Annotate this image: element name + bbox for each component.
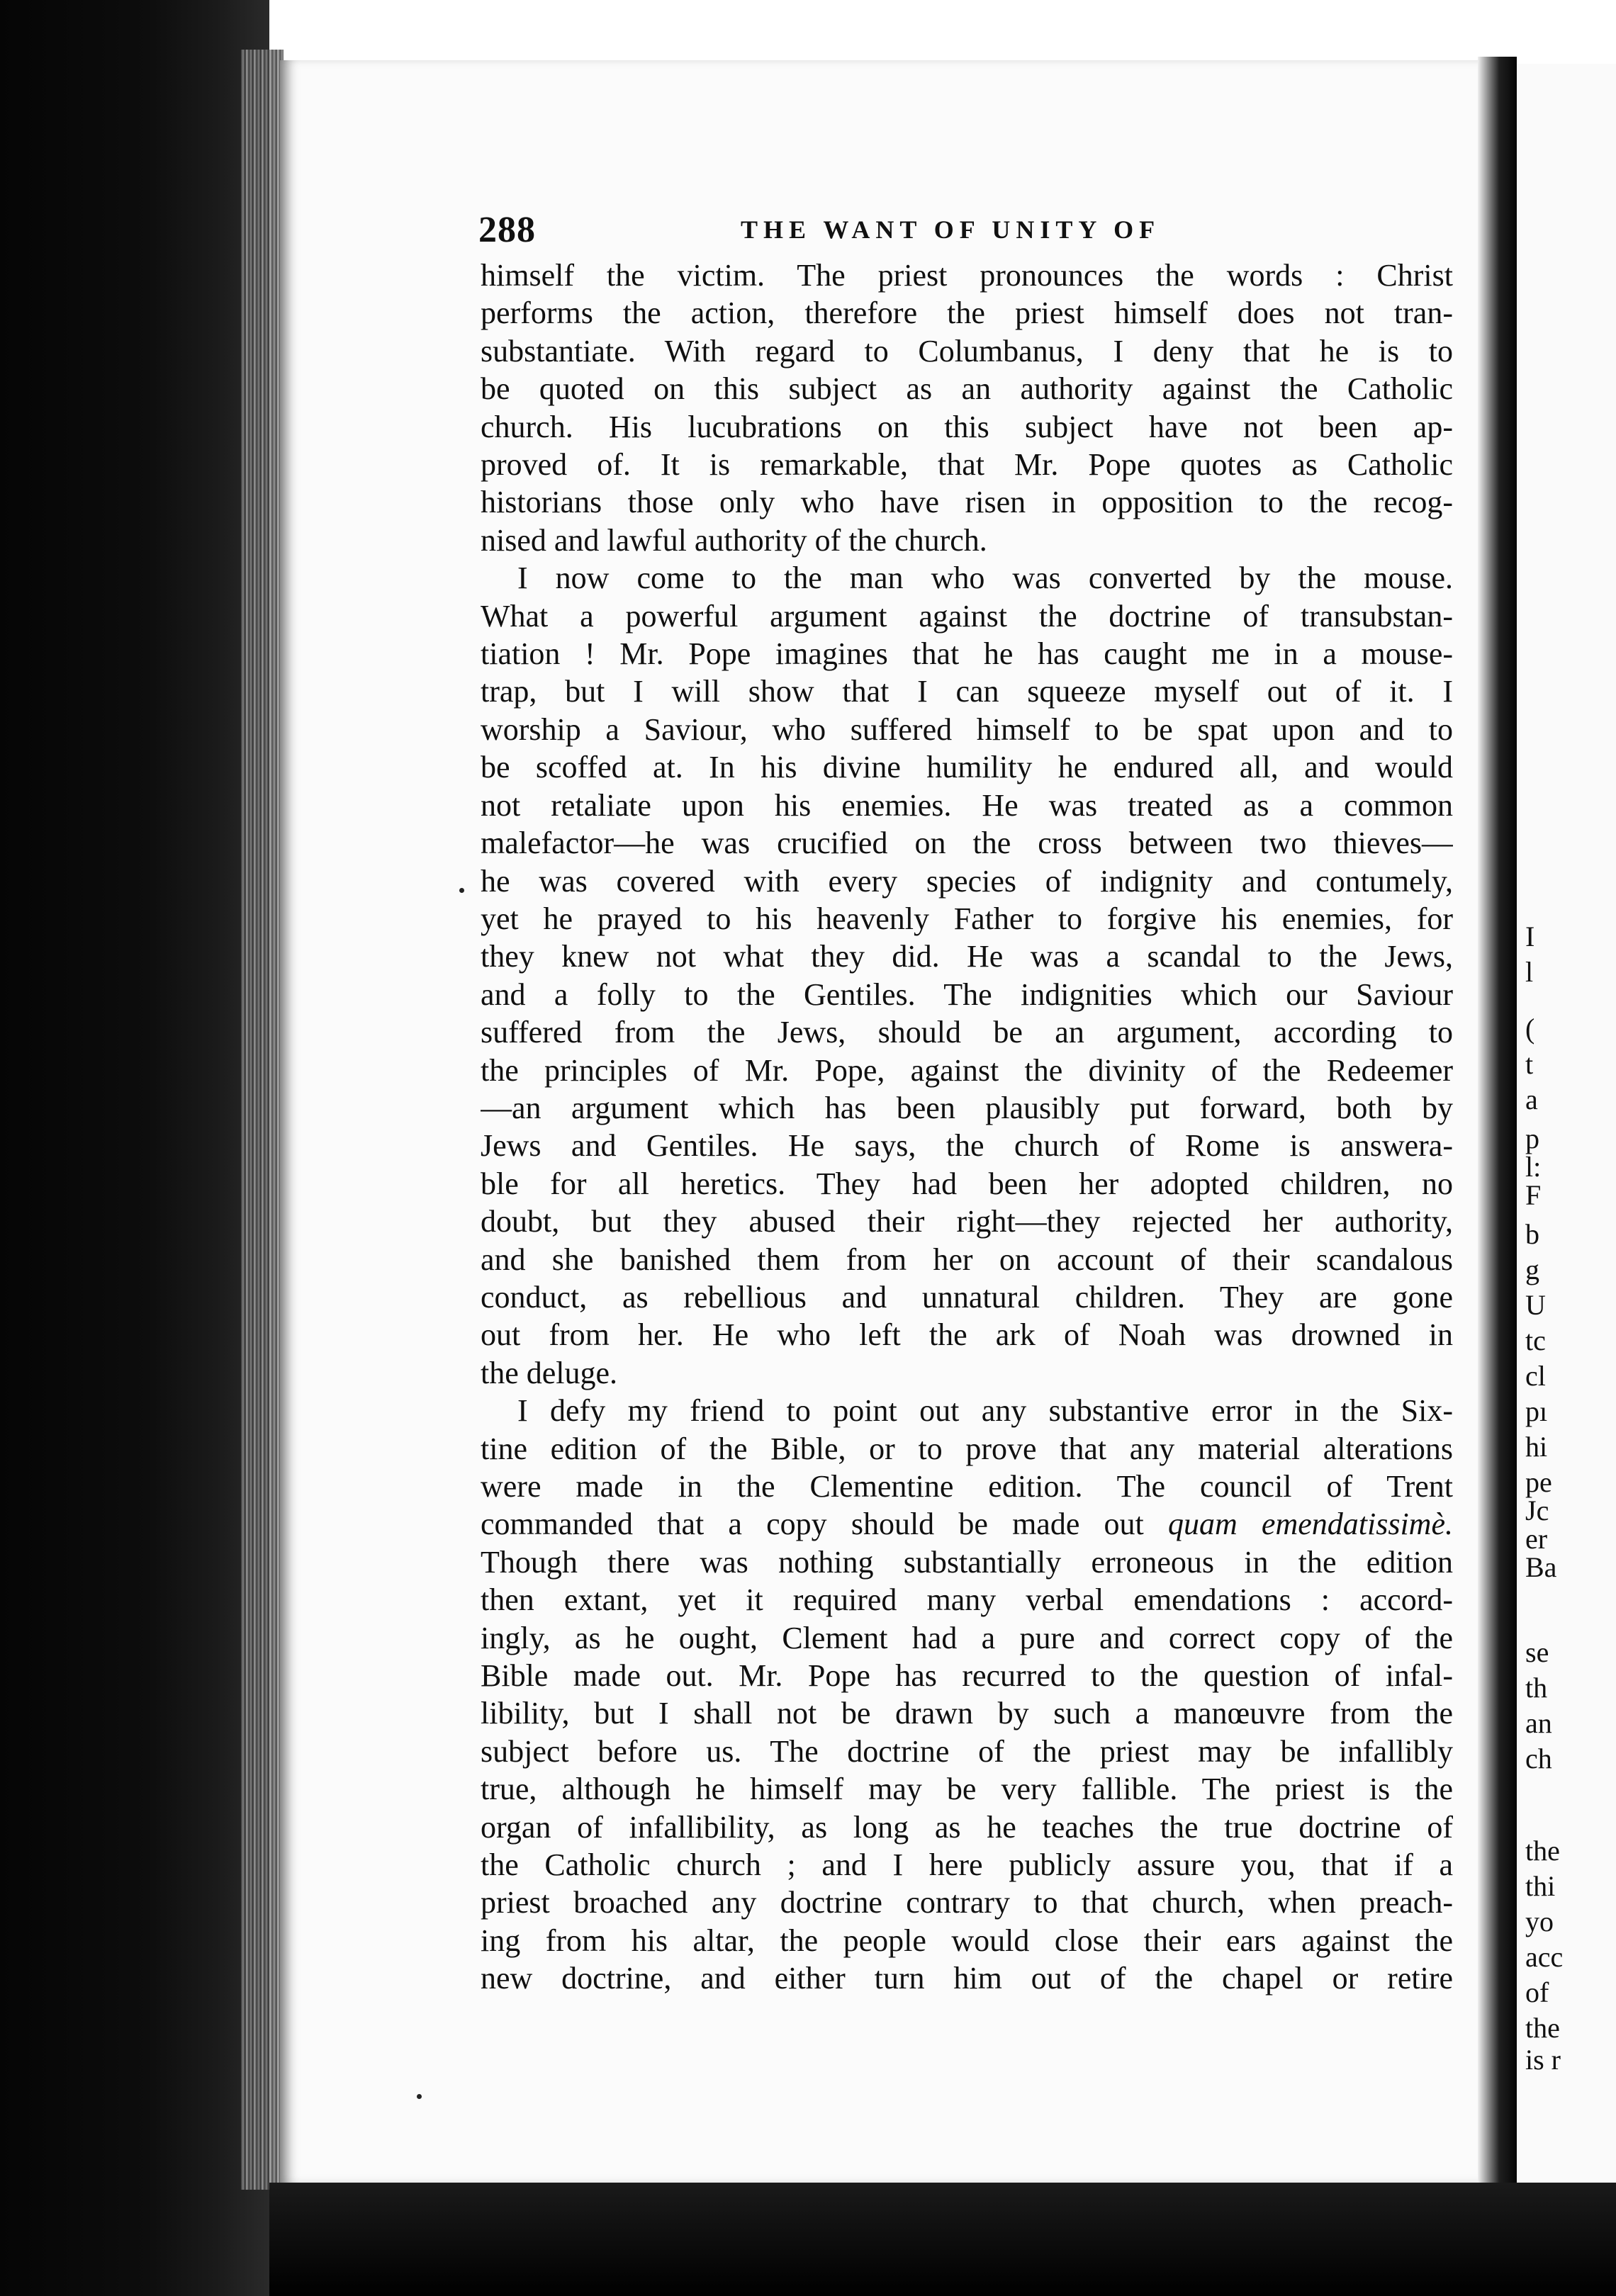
facing-page-fragment: g — [1525, 1254, 1539, 1285]
text-line — [481, 1581, 1453, 1619]
facing-page-fragment: cl — [1525, 1360, 1546, 1392]
text-line-content: commanded that a copy should be made out — [481, 1507, 1144, 1542]
text-line — [481, 1241, 1453, 1278]
text-line — [481, 446, 1453, 483]
running-head — [478, 209, 1453, 252]
text-line — [481, 824, 1453, 862]
text-line-content: yet he prayed to his heavenly Father to forgive his enemies, for — [481, 901, 1453, 936]
text-line-content: Though there was nothing substantially erroneous in the edition — [481, 1544, 1453, 1580]
text-line — [481, 635, 1453, 673]
text-line — [481, 1543, 1453, 1581]
text-line — [481, 257, 1453, 294]
facing-page-fragment: acc — [1525, 1941, 1564, 1973]
text-line — [481, 1430, 1453, 1468]
text-line-content: libility, but I shall not be drawn by such a manœuvre from the — [481, 1696, 1453, 1731]
text-line — [481, 1884, 1453, 1921]
text-line-content: be quoted on this subject as an authority against the Catholic — [481, 371, 1453, 407]
page-edges — [241, 50, 284, 2190]
text-line-content: —an argument which has been plausibly put forward, both by — [481, 1090, 1453, 1125]
facing-page-fragment: a — [1525, 1084, 1538, 1115]
facing-page-fragment: of — [1525, 1976, 1549, 2008]
body-text — [481, 257, 1453, 1998]
facing-page-fragment: se — [1525, 1636, 1549, 1668]
text-line — [481, 1808, 1453, 1846]
facing-page-fragment: tc — [1525, 1324, 1546, 1356]
text-line — [481, 1922, 1453, 1959]
facing-page — [1517, 64, 1616, 2183]
bottom-scan-edge — [269, 2183, 1616, 2296]
text-line — [481, 862, 1453, 900]
text-line-content: out from her. He who left the ark of Noah was drowned in — [481, 1317, 1453, 1353]
text-line-content: What a powerful argument against the doctrine of transubstan- — [481, 598, 1453, 634]
text-line — [481, 1127, 1453, 1164]
text-line — [481, 1694, 1453, 1732]
text-line-content: and she banished them from her on account of their scandalous — [481, 1242, 1453, 1277]
text-line — [481, 332, 1453, 370]
text-line — [481, 483, 1453, 521]
text-line — [481, 559, 1453, 597]
italic-phrase: quam emendatissimè. — [1167, 1507, 1453, 1542]
facing-page-fragment: l: — [1525, 1151, 1542, 1183]
text-line — [481, 711, 1453, 748]
text-line-content: and a folly to the Gentiles. The indignities which our Saviour — [481, 977, 1453, 1012]
text-line-content: tine edition of the Bible, or to prove that any material alterations — [481, 1431, 1453, 1466]
facing-page-fragment: U — [1525, 1289, 1546, 1321]
scan-speck — [459, 888, 464, 893]
facing-page-fragment: ( — [1525, 1013, 1535, 1045]
text-line-content: I defy my friend to point out any substantive error in the Six- — [517, 1393, 1453, 1429]
facing-page-fragment: hi — [1525, 1431, 1548, 1463]
text-line — [481, 1013, 1453, 1051]
text-line — [481, 1392, 1453, 1429]
text-line-content: priest broached any doctrine contrary to that church, when preach- — [481, 1885, 1453, 1920]
text-line-content: not retaliate upon his enemies. He was treated as a common — [481, 787, 1453, 823]
text-line-content: then extant, yet it required many verbal emendations : accord- — [481, 1582, 1453, 1618]
facing-page-fragment: yo — [1525, 1906, 1554, 1937]
text-line — [481, 294, 1453, 332]
text-line — [481, 1657, 1453, 1694]
text-line — [481, 1505, 1453, 1543]
text-line — [481, 1354, 1453, 1392]
text-line — [481, 1770, 1453, 1808]
text-line — [481, 370, 1453, 407]
facing-page-fragment: t — [1525, 1048, 1534, 1080]
facing-page-fragment: is r — [1525, 2044, 1561, 2076]
text-line-content: I now come to the man who was converted by the mouse. — [517, 561, 1453, 596]
page-number: 288 — [478, 210, 536, 250]
text-line-content: the Catholic church ; and I here publicly assure you, that if a — [481, 1847, 1453, 1883]
facing-page-fragment: Jc — [1525, 1495, 1549, 1526]
text-line-content: malefactor—he was crucified on the cross between two thieves— — [481, 826, 1453, 861]
text-line-content: nised and lawful authority of the church. — [481, 522, 987, 558]
text-line — [481, 1468, 1453, 1505]
text-line-content: ble for all heretics. They had been her adopted children, no — [481, 1166, 1453, 1201]
text-line — [481, 1203, 1453, 1240]
facing-page-fragment: b — [1525, 1218, 1539, 1250]
text-line-content: trap, but I will show that I can squeeze myself out of it. I — [481, 674, 1453, 709]
text-line-content: church. His lucubrations on this subject have not been ap- — [481, 409, 1453, 444]
text-line-content: Jews and Gentiles. He says, the church of Rome is answera- — [481, 1128, 1453, 1164]
text-line — [481, 1278, 1453, 1316]
text-line — [481, 1165, 1453, 1203]
text-line — [481, 1316, 1453, 1354]
text-line-content: organ of infallibility, as long as he teaches the true doctrine of — [481, 1809, 1453, 1845]
text-line-content: historians those only who have risen in opposition to the recog- — [481, 485, 1453, 520]
text-line-content: the deluge. — [481, 1355, 618, 1390]
text-line-content: they knew not what they did. He was a scandal to the Jews, — [481, 939, 1453, 974]
text-line — [481, 1619, 1453, 1657]
text-line-content: ing from his altar, the people would close their ears against the — [481, 1923, 1453, 1958]
text-line — [481, 1846, 1453, 1884]
text-line — [481, 1733, 1453, 1770]
text-line-content: himself the victim. The priest pronounces the words : Christ — [481, 258, 1453, 293]
text-line-content: doubt, but they abused their right—they rejected her authority, — [481, 1204, 1453, 1239]
facing-page-fragment: Ba — [1525, 1551, 1557, 1583]
text-line-content: the principles of Mr. Pope, against the divinity of the Redeemer — [481, 1052, 1453, 1088]
text-line — [481, 976, 1453, 1013]
book-binding-shadow — [0, 0, 269, 2296]
facing-page-fragment: ch — [1525, 1743, 1552, 1774]
facing-page-fragment: th — [1525, 1672, 1548, 1704]
text-line-content: conduct, as rebellious and unnatural children. They are gone — [481, 1279, 1453, 1315]
text-line — [481, 900, 1453, 938]
text-line — [481, 787, 1453, 824]
text-line — [481, 748, 1453, 786]
scan-speck — [417, 2094, 422, 2099]
text-line-content: substantiate. With regard to Columbanus, I deny that he is to — [481, 333, 1453, 368]
facing-page-fragment: thi — [1525, 1870, 1556, 1902]
facing-page-fragment: l — [1525, 956, 1534, 988]
text-line-content: true, although he himself may be very fallible. The priest is the — [481, 1772, 1453, 1807]
text-line — [481, 522, 1453, 559]
facing-page-fragment: the — [1525, 2012, 1560, 2044]
facing-page-fragment: er — [1525, 1523, 1548, 1555]
text-line-content: ingly, as he ought, Clement had a pure and correct copy of the — [481, 1620, 1453, 1655]
text-line-content: suffered from the Jews, should be an argument, according to — [481, 1015, 1453, 1050]
text-line — [481, 938, 1453, 975]
facing-page-fragment: pı — [1525, 1395, 1548, 1427]
text-line-content: be scoffed at. In his divine humility he endured all, and would — [481, 750, 1453, 785]
text-line — [481, 597, 1453, 635]
text-line-content: tiation ! Mr. Pope imagines that he has caught me in a mouse- — [481, 636, 1453, 672]
facing-page-fragment: I — [1525, 921, 1535, 952]
facing-page-fragment: the — [1525, 1835, 1560, 1867]
facing-page-fragment: F — [1525, 1179, 1542, 1211]
text-line — [481, 1052, 1453, 1089]
facing-page-fragment: an — [1525, 1707, 1552, 1739]
text-line-content: new doctrine, and either turn him out of the chapel or retire — [481, 1961, 1453, 1996]
text-line — [481, 1959, 1453, 1997]
text-line-content: worship a Saviour, who suffered himself to be spat upon and to — [481, 711, 1453, 747]
text-line-content: proved of. It is remarkable, that Mr. Pope quotes as Catholic — [481, 447, 1453, 483]
text-line-content: subject before us. The doctrine of the priest may be infallibly — [481, 1733, 1453, 1769]
text-line-content: Bible made out. Mr. Pope has recurred to the question of infal- — [481, 1658, 1453, 1694]
text-line-content: were made in the Clementine edition. The council of Trent — [481, 1469, 1453, 1504]
text-line-content: performs the action, therefore the priest himself does not tran- — [481, 296, 1453, 331]
gutter-shadow — [1478, 57, 1517, 2190]
text-line-content: he was covered with every species of indignity and contumely, — [481, 863, 1453, 899]
facing-page-fragment: pe — [1525, 1466, 1552, 1498]
text-line — [481, 408, 1453, 446]
text-line — [481, 673, 1453, 710]
text-line — [481, 1089, 1453, 1127]
facing-page-fragment: p — [1525, 1122, 1539, 1154]
running-title: THE WANT OF UNITY OF — [741, 215, 1161, 244]
